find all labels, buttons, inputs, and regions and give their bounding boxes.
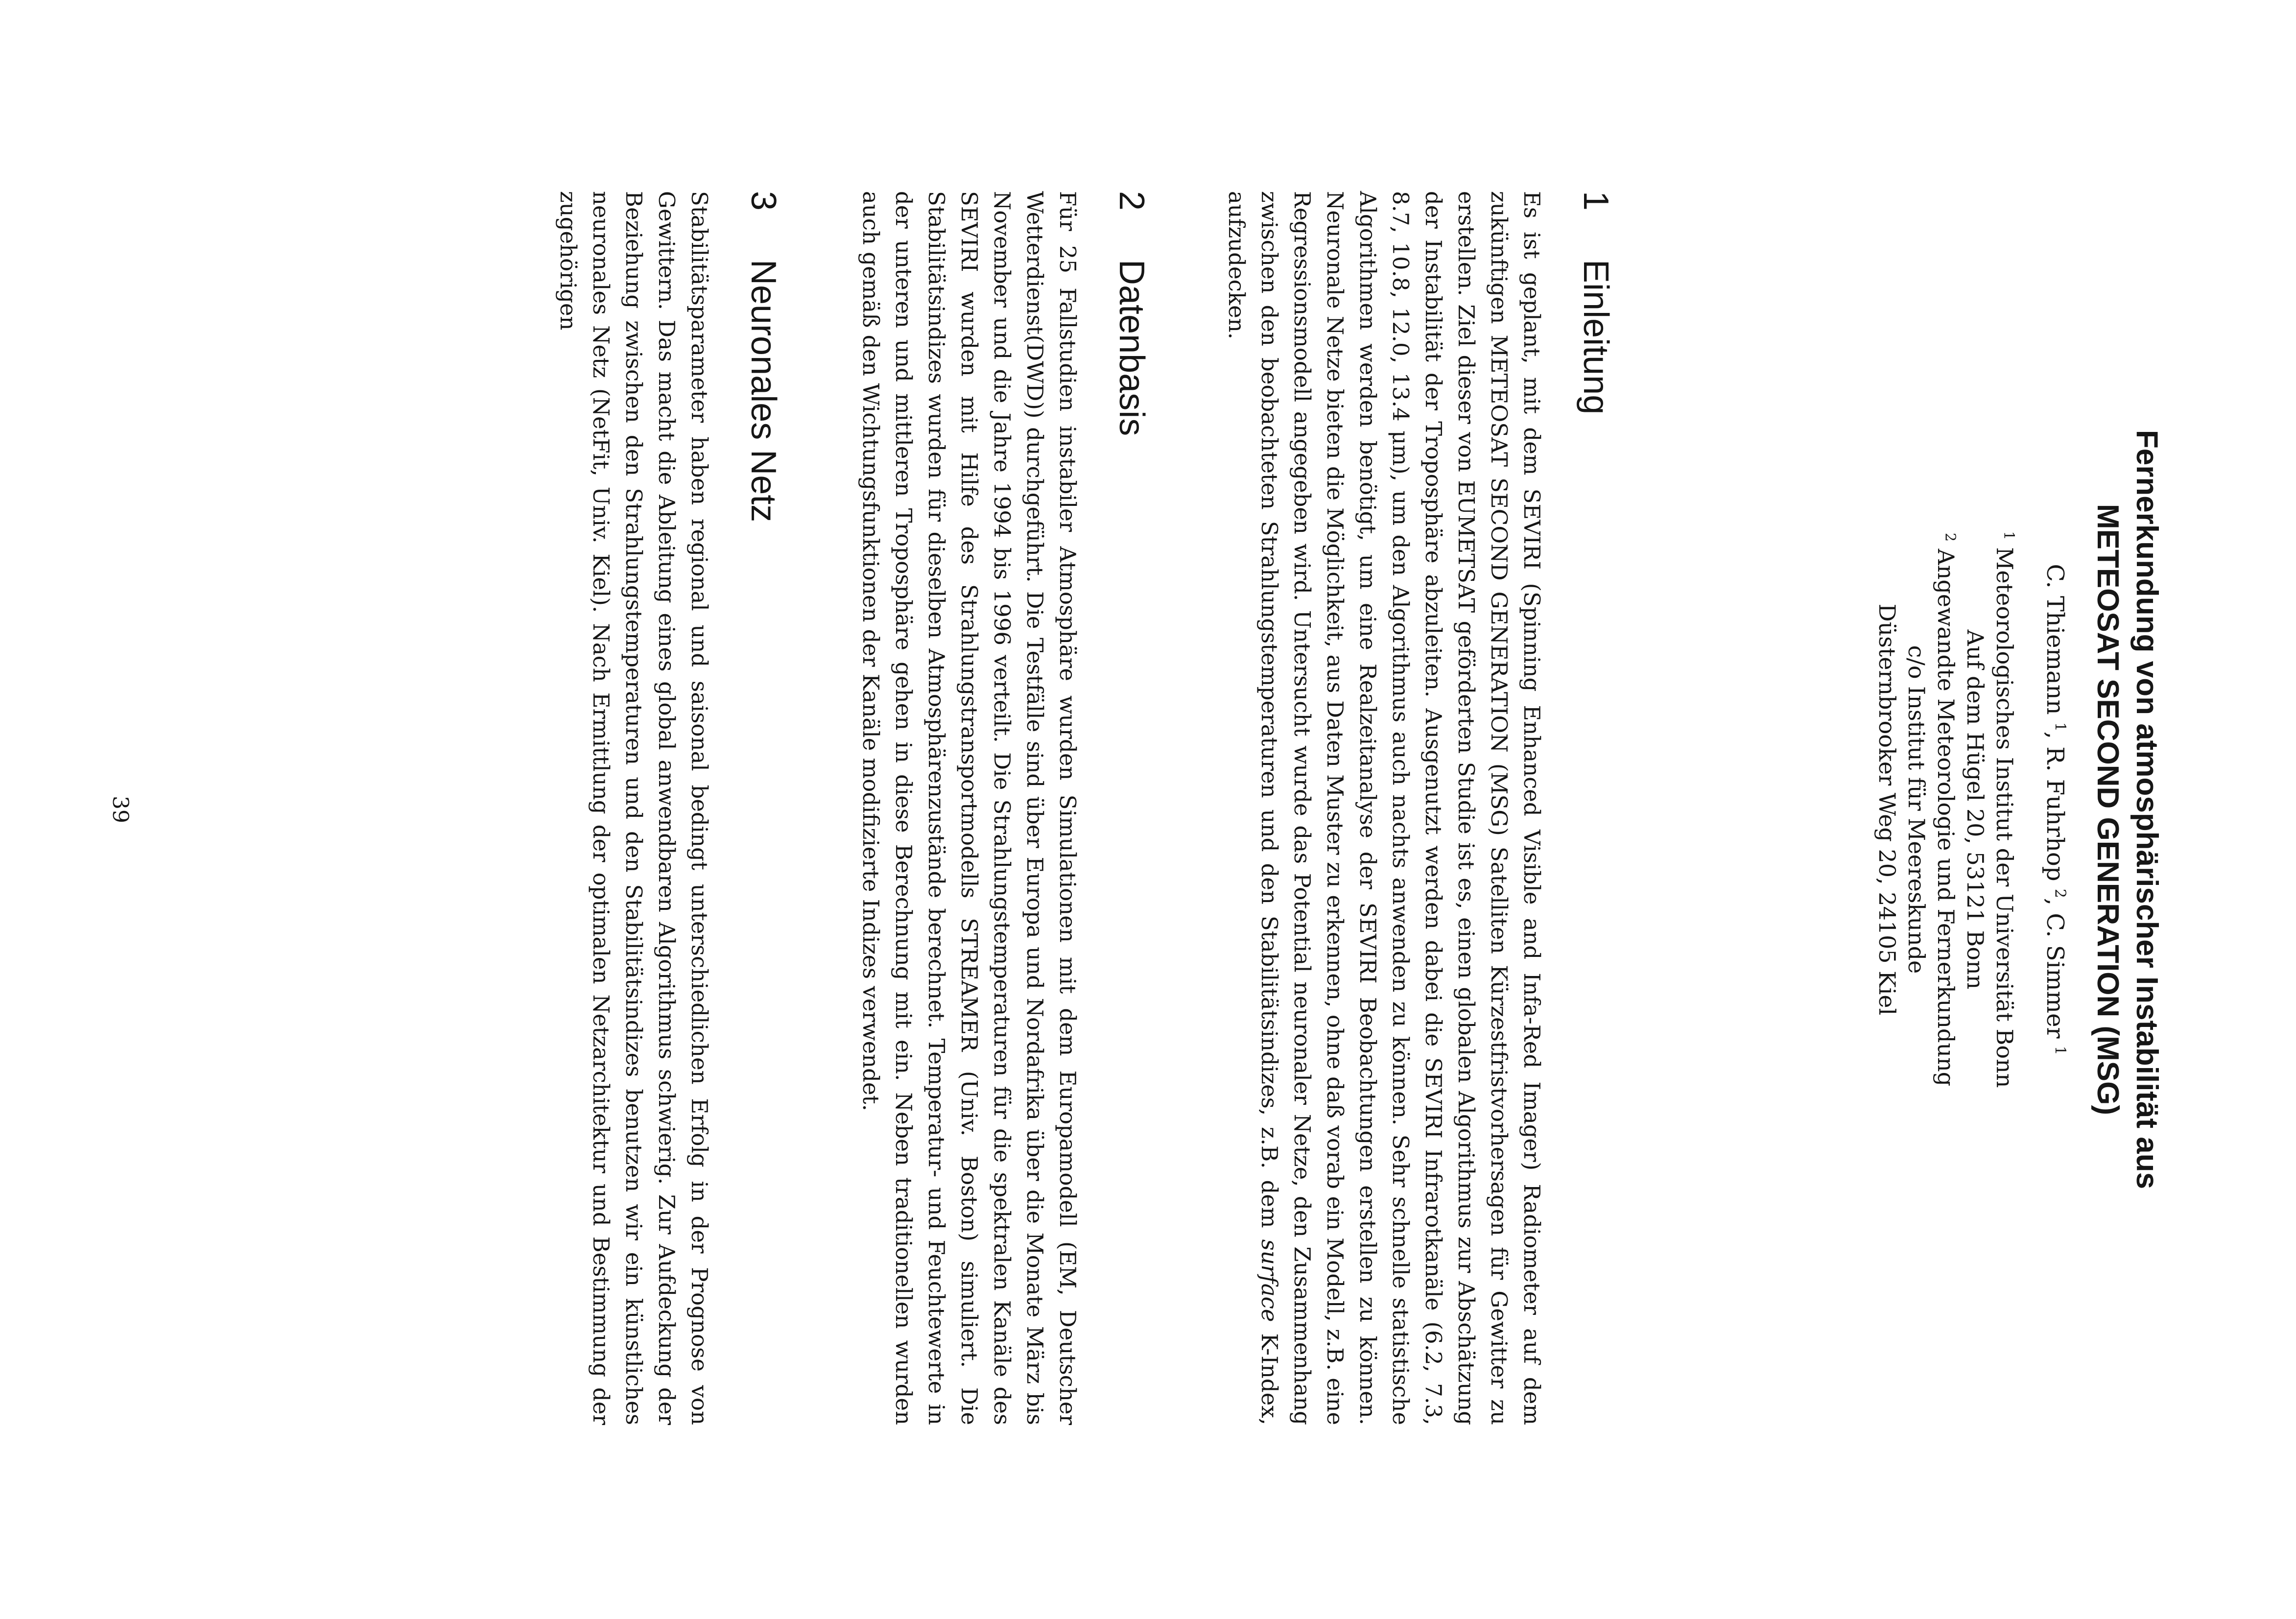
section-paragraph: Für 25 Fallstudien instabiler Atmosphäre wurden Simulationen mit dem Europamodell (EM, Deutscher Wetterdienst(DWD)) durchgeführt. Die Testfälle sind über Europa und Nordafrika über die Monate März bis November und die Jahre 1994 bis 1996 verteilt. Die Strahlungstemperaturen für die spektralen Kanäle des SEVIRI wurden mit Hilfe des Strahlungstransportmodells STREAMER (Univ. Boston) simuliert. Die Stabilitätsindizes wurden für dieselben Atmosphärenzustände berechnet. Temperatur- und Feuchtewerte in der unteren und mittleren Troposphäre gehen in diese Berechnung mit ein. Neben traditionellen wurden auch gemäß den Wichtungsfunktionen der Kanäle modifizierte Indizes verwendet.: [858, 191, 1081, 1425]
title-line-2: METEOSAT SECOND GENERATION (MSG): [2091, 503, 2125, 1116]
title-block: [1872, 0, 2166, 1619]
author-affiliation-mark: 1: [2051, 1046, 2069, 1055]
section-paragraph: Es ist geplant, mit dem SEVIRI (Spinning Enhanced Visible and Infa-Red Imager) Radiometer auf dem zukünftigen METEOSAT SECOND GENERATION (MSG) Satelliten Kürzestfristvorhersagen für Gewitter zu erstellen. Ziel dieser von EUMETSAT geförderten Studie ist es, einen globalen Algorithmus zur Abschätzung der Instabilität der Troposphäre abzuleiten. Ausgenutzt werden dabei die SEVIRI Infrarotkanäle (6.2, 7.3, 8.7, 10.8, 12.0, 13.4 μm), um den Algorithmus auch nachts anwenden zu können. Sehr schnelle statistische Algorithmen werden benötigt, um eine Realzeitanalyse der SEVIRI Beobachtungen erstellen zu können. Neuronale Netze bieten die Möglichkeit, aus Daten Muster zu erkennen, ohne daß vorab ein Modell, z.B. eine Regressionsmodell angegeben wird. Untersucht wurde das Potential neuronaler Netze, den Zusammenhang zwischen den beobachteten Strahlungstemperaturen und den Stabilitätsindizes, z.B. dem surface K-Index, aufzudecken.: [1224, 191, 1545, 1425]
section-heading: [1574, 191, 1618, 1425]
section-title: Einleitung: [1576, 260, 1615, 415]
italic-term: surface: [1256, 1239, 1282, 1322]
affiliation-line: c/o Institut für Meereskunde: [1903, 645, 1930, 974]
author-name: R. Fuhrhop: [2041, 746, 2069, 881]
page-number: 39: [108, 796, 133, 823]
section-number: 1: [1576, 191, 1615, 211]
section-neuronales-netz: [552, 191, 785, 1425]
section-datenbasis: [854, 191, 1154, 1425]
section-paragraph: Stabilitätsparameter haben regional und saisonal bedingt unterschiedlichen Erfolg in der Prognose von Gewittern. Das macht die Ableitung eines global anwendbaren Algorithmus schwierig. Zur Aufdeckung der Beziehung zwischen den Strahlungstemperaturen und den Stabilitätsindizes benutzen wir ein künstliches neuronales Netz (NetFit, Univ. Kiel). Nach Ermittlung der optimalen Netzarchitektur und Bestimmung der zugehörigen: [555, 191, 712, 1425]
section-number: 3: [744, 191, 783, 211]
author-affiliation-mark: 1: [2051, 722, 2069, 732]
author-name: C. Simmer: [2041, 913, 2069, 1039]
affiliation-mark: 2: [1942, 532, 1959, 542]
section-title: Neuronales Netz: [744, 260, 783, 523]
affiliation-list: [1872, 0, 2019, 1619]
section-title: Datenbasis: [1112, 260, 1151, 436]
paper-title: [2088, 0, 2166, 1619]
author-name: C. Thiemann: [2041, 564, 2069, 715]
title-line-1: Fernerkundung von atmosphärischer Instabilität aus: [2130, 429, 2164, 1190]
author-affiliation-mark: 2: [2051, 888, 2069, 898]
affiliation-mark: 1: [2001, 531, 2017, 540]
section-einleitung: [1220, 191, 1618, 1425]
section-heading: [1110, 191, 1154, 1425]
affiliation-line: $^2$ Angewandte Meteorologie und Fernerkundung: [1933, 532, 1959, 1087]
section-heading: [741, 191, 785, 1425]
section-number: 2: [1112, 191, 1151, 211]
author-list: C. Thiemann $^1$, R. Fuhrhop $^2$, C. Simmer $^1$: [2041, 564, 2069, 1055]
affiliation-line: $^1$ Meteorologisches Institut der Universität Bonn: [1991, 531, 2018, 1088]
affiliation-line: Auf dem Hügel 20, 53121 Bonn: [1962, 629, 1988, 990]
affiliation-line: Düsternbrooker Weg 20, 24105 Kiel: [1874, 603, 1900, 1016]
